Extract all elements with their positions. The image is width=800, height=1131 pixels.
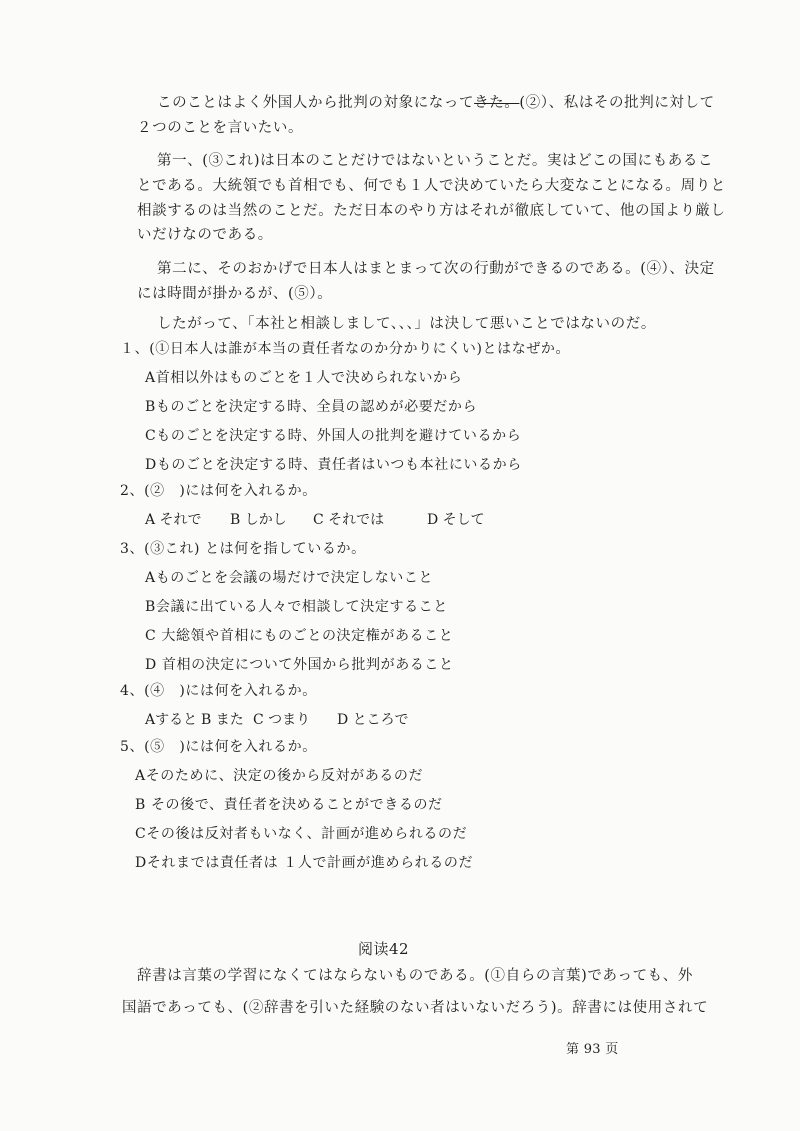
question-2-option-a: A それで [145, 512, 202, 528]
passage-line: 第二に、そのおかげで日本人はまとまって次の行動ができるのである。(④）、決定 [157, 261, 715, 277]
passage-line: したがって、「本社と相談しまして、、、」は決して悪いことではないのだ。 [157, 316, 656, 332]
passage-line [157, 94, 715, 112]
question-3-option-a: Aものごとを会議の場だけで決定しないこと [145, 570, 434, 586]
question-2-option-d: D そして [427, 512, 485, 528]
question-1-option-b: Bものごとを決定する時、全員の認めが必要だから [145, 399, 478, 415]
question-5-option-b: B その後で、責任者を決めることができるのだ [135, 797, 443, 813]
passage-text: (②）、私はその批判に対して [519, 95, 715, 111]
passage-text: このことはよく外国人から批判の対象になって [157, 95, 475, 111]
passage-line: 国語であっても、(②辞書を引いた経験のない者はいないだろう)。辞書には使用されて [122, 1000, 709, 1016]
question-2: 2、(② )には何を入れるか。 [120, 483, 317, 499]
section-title: 阅读42 [358, 940, 410, 958]
passage-line: 相談するのは当然のことだ。ただ日本のやり方はそれが徹底していて、他の国より厳し [137, 203, 726, 219]
question-1: １、(①日本人は誰が本当の責任者なのか分かりにくい)とはなぜか。 [120, 341, 571, 357]
passage-line: 第一、(③これ)は日本のことだけではないということだ。実はどこの国にもあるこ [157, 153, 714, 169]
question-3-option-b: B会議に出ている人々で相談して決定すること [145, 599, 448, 615]
question-5-option-a: Aそのために、決定の後から反対があるのだ [135, 768, 424, 784]
passage-line: ２つのことを言いたい。 [137, 120, 304, 136]
question-2-option-b: B しかし [230, 512, 287, 528]
question-5-option-c: Cその後は反対者もいなく、計画が進められるのだ [135, 826, 468, 842]
question-4-option-d: D ところで [337, 712, 409, 728]
question-3: 3、(③これ) とは何を指しているか。 [120, 541, 366, 557]
question-1-option-d: Dものごとを決定する時、責任者はいつも本社にいるから [145, 457, 522, 473]
question-5: 5、(⑤ )には何を入れるか。 [120, 739, 317, 755]
question-5-option-d: Dそれまでは責任者は １人で計画が進められるのだ [135, 855, 474, 871]
page-number: 第 93 页 [566, 1042, 619, 1057]
passage-line: には時間が掛かるが、(⑤）。 [137, 286, 333, 302]
passage-line: 辞書は言葉の学習になくてはならないものである。(①自らの言葉)であっても、外 [137, 968, 693, 984]
question-2-option-c: C それでは [313, 512, 385, 528]
question-1-option-c: Cものごとを決定する時、外国人の批判を避けているから [145, 428, 522, 444]
question-1-option-a: A首相以外はものごとを１人で決められないから [145, 370, 463, 386]
struck-text: きた。 [474, 95, 520, 111]
question-3-option-d: D 首相の決定について外国から批判があること [145, 657, 454, 673]
question-3-option-c: C 大総領や首相にものごとの決定権があること [145, 628, 454, 644]
question-4-option-a: Aすると [145, 712, 198, 728]
question-4: 4、(④ )には何を入れるか。 [120, 683, 317, 699]
passage-line: いだけなのである。 [137, 227, 273, 243]
passage-line: とである。大統領でも首相でも、何でも１人で決めていたら大変なことになる。周りと [137, 178, 726, 194]
question-4-option-c: C つまり [253, 712, 311, 728]
question-4-option-b: B また [201, 712, 244, 728]
